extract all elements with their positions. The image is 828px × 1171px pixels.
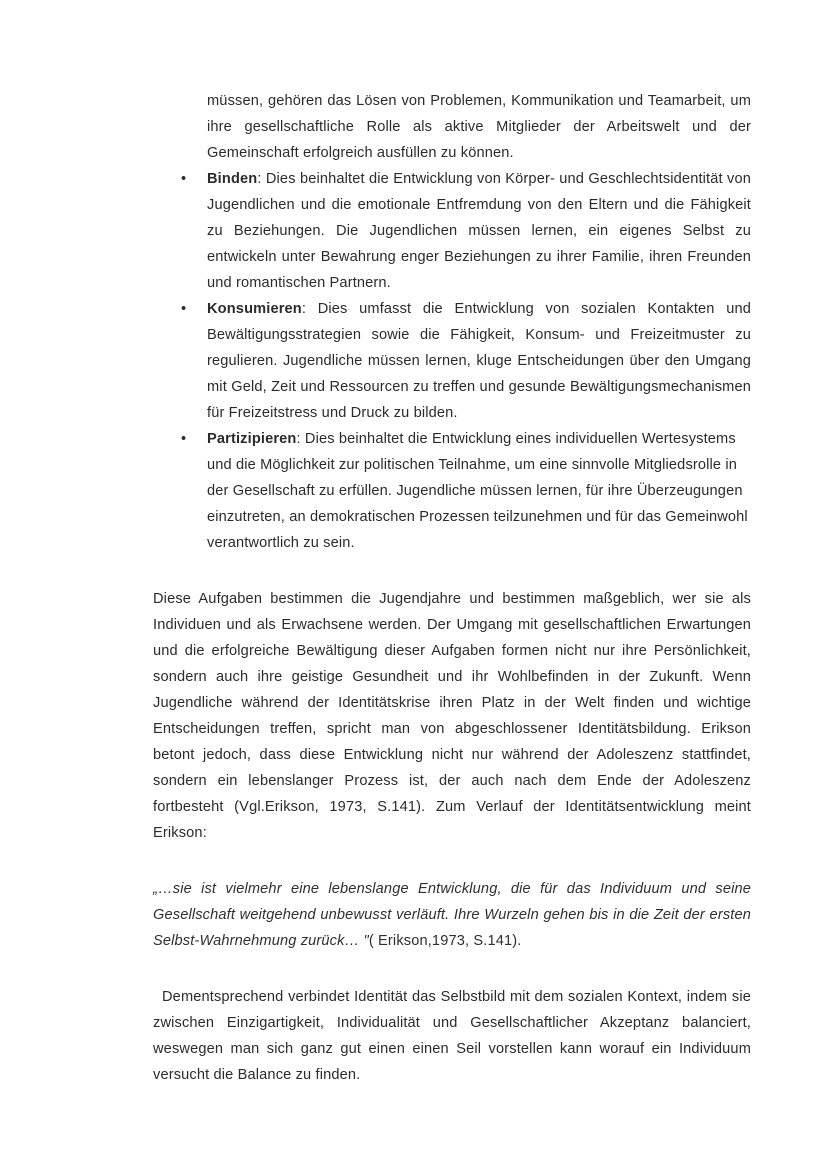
list-item-body: Dies beinhaltet die Entwicklung eines individuellen Wertesystems und die Möglichkeit zur politischen Teilnahme, um eine sinnvolle Mitgliedsrolle in der Gesellschaft zu erfüllen. Jugendliche müssen lernen, für ihre Überzeugungen einzutreten, an demokratischen Prozessen teilzunehmen und für das Gemeinwohl verantwortlich zu sein.	[207, 431, 748, 551]
list-item-lead: Konsumieren	[207, 301, 302, 317]
bullet-point-icon: •	[181, 301, 187, 317]
list-item	[153, 296, 751, 426]
quote-citation: ( Erikson,1973, S.141).	[368, 933, 522, 949]
list-item-body: Dies umfasst die Entwicklung von sozialen Kontakten und Bewältigungsstrategien sowie die Fähigkeit, Konsum- und Freizeitmuster zu regulieren. Jugendliche müssen lernen, kluge Entscheidungen über den Umgang mit Geld, Zeit und Ressourcen zu treffen und gesunde Bewältigungsmechanismen für Freizeitstress und Druck zu bilden.	[207, 301, 751, 421]
list-item-lead: Partizipieren	[207, 431, 297, 447]
list-item-body: Dies beinhaltet die Entwicklung von Körper- und Geschlechtsidentität von Jugendlichen und die emotionale Entfremdung von den Eltern und die Fähigkeit zu Beziehungen. Die Jugendlichen müssen lernen, ein eigenes Selbst zu entwickeln unter Bewahrung enger Beziehungen zu ihrer Familie, ihren Freunden und romantischen Partnern.	[207, 171, 751, 291]
list-item	[153, 426, 751, 556]
closing-paragraph	[153, 984, 751, 1088]
list-item-lead: Binden	[207, 171, 258, 187]
document-body	[153, 88, 751, 1088]
list-item-text	[207, 426, 751, 556]
list-item-separator: :	[257, 171, 266, 187]
list-item	[153, 166, 751, 296]
quote-text: „…sie ist vielmehr eine lebenslange Entwicklung, die für das Individuum und seine Gesellschaft weitgehend unbewusst verläuft. Ihre Wurzeln gehen bis in die Zeit der ersten Selbst-Wahrnehmung zurück… "	[153, 881, 751, 949]
developmental-tasks-list	[153, 166, 751, 556]
list-item-separator: :	[301, 301, 318, 317]
block-quote	[153, 876, 751, 954]
list-item-separator: :	[296, 431, 305, 447]
list-item-text	[207, 166, 751, 296]
closing-paragraph-text: Dementsprechend verbindet Identität das Selbstbild mit dem sozialen Kontext, indem sie zwischen Einzigartigkeit, Individualität und Gesellschaftlicher Akzeptanz balanciert, weswegen man sich ganz gut einen einen Seil vorstellen kann worauf ein Individuum versucht die Balance zu finden.	[153, 989, 751, 1083]
bullet-point-icon: •	[181, 431, 187, 447]
body-paragraph: Diese Aufgaben bestimmen die Jugendjahre und bestimmen maßgeblich, wer sie als Individuen und als Erwachsene werden. Der Umgang mit gesellschaftlichen Erwartungen und die erfolgreiche Bewältigung dieser Aufgaben formen nicht nur ihre Persönlichkeit, sondern auch ihre geistige Gesundheit und ihr Wohlbefinden in der Zukunft. Wenn Jugendliche während der Identitätskrise ihren Platz in der Welt finden und wichtige Entscheidungen treffen, spricht man von abgeschlossener Identitätsbildung. Erikson betont jedoch, dass diese Entwicklung nicht nur während der Adoleszenz stattfindet, sondern ein lebenslanger Prozess ist, der auch nach dem Ende der Adoleszenz fortbesteht (Vgl.Erikson, 1973, S.141). Zum Verlauf der Identitätsentwicklung meint Erikson:	[153, 591, 751, 841]
list-item-text	[207, 296, 751, 426]
continued-paragraph: müssen, gehören das Lösen von Problemen, Kommunikation und Teamarbeit, um ihre gesellschaftliche Rolle als aktive Mitglieder der Arbeitswelt und der Gemeinschaft erfolgreich ausfüllen zu können.	[207, 93, 751, 161]
bullet-point-icon: •	[181, 171, 187, 187]
